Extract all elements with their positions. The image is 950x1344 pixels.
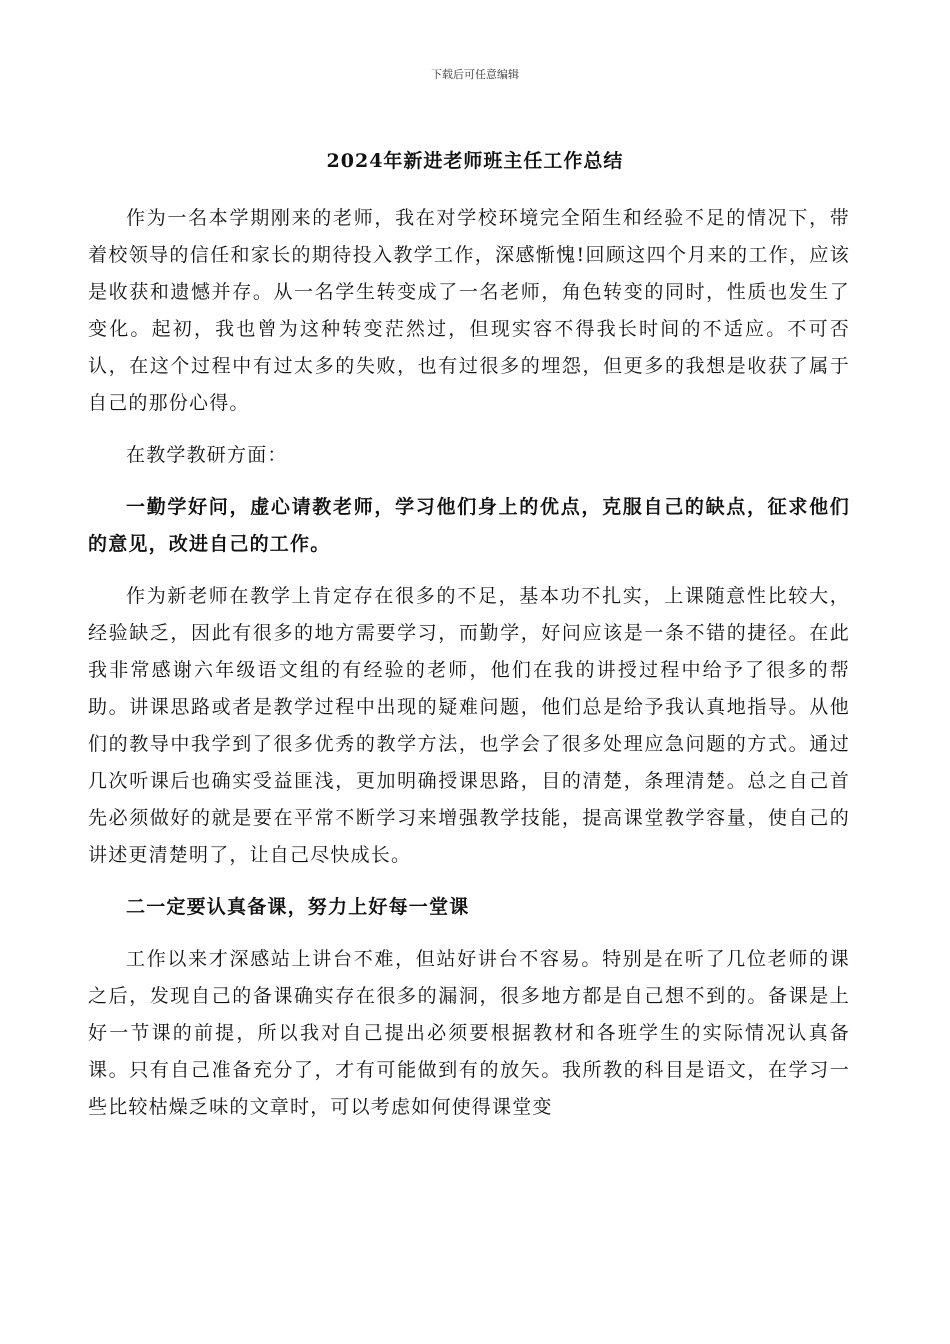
document-title: 2024年新进老师班主任工作总结 <box>326 150 624 172</box>
paragraph-section-label: 在教学教研方面： <box>126 444 288 466</box>
paragraph-intro: 作为一名本学期刚来的老师，我在对学校环境完全陌生和经验不足的情况下，带着校领导的信任和家长的期待投入教学工作，深感惭愧!回顾这四个月来的工作，应该是收获和遗憾并存。从一名学生转变成了一名老师，角色转变的同时，性质也发生了变化。起初，我也曾为这种转变茫然过，但现实容不得我长时间的不适应。不可否认，在这个过程中有过太多的失败，也有过很多的埋怨，但更多的我想是收获了属于自己的那份心得。 <box>88 207 850 414</box>
paragraph-section-2: 工作以来才深感站上讲台不难，但站好讲台不容易。特别是在听了几位老师的课之后，发现自己的备课确实存在很多的漏洞，很多地方都是自己想不到的。备课是上好一节课的前提，所以我对自己提出必须要根据教材和各班学生的实际情况认真备课。只有自己准备充分了，才有可能做到有的放矢。我所教的科目是语文，在学习一些比较枯燥乏味的文章时，可以考虑如何使得课堂变 <box>88 948 850 1118</box>
page-header-note: 下载后可任意编辑 <box>431 68 519 81</box>
paragraph-section-1: 作为新老师在教学上肯定存在很多的不足，基本功不扎实，上课随意性比较大，经验缺乏，因此有很多的地方需要学习，而勤学，好问应该是一条不错的捷径。在此我非常感谢六年级语文组的有经验的老师，他们在我的讲授过程中给予了很多的帮助。讲课思路或者是教学过程中出现的疑难问题，他们总是给予我认真地指导。从他们的教导中我学到了很多优秀的教学方法，也学会了很多处理应急问题的方式。通过几次听课后也确实受益匪浅，更加明确授课思路，目的清楚，条理清楚。总之自己首先必须做好的就是要在平常不断学习来增强教学技能，提高课堂教学容量，使自己的讲述更清楚明了，让自己尽快成长。 <box>88 585 850 866</box>
section-heading-1: 一勤学好问，虚心请教老师，学习他们身上的优点，克服自己的缺点，征求他们的意见，改进自己的工作。 <box>88 496 850 555</box>
section-heading-2: 二一定要认真备课，努力上好每一堂课 <box>126 896 470 918</box>
document-body <box>88 200 850 1126</box>
